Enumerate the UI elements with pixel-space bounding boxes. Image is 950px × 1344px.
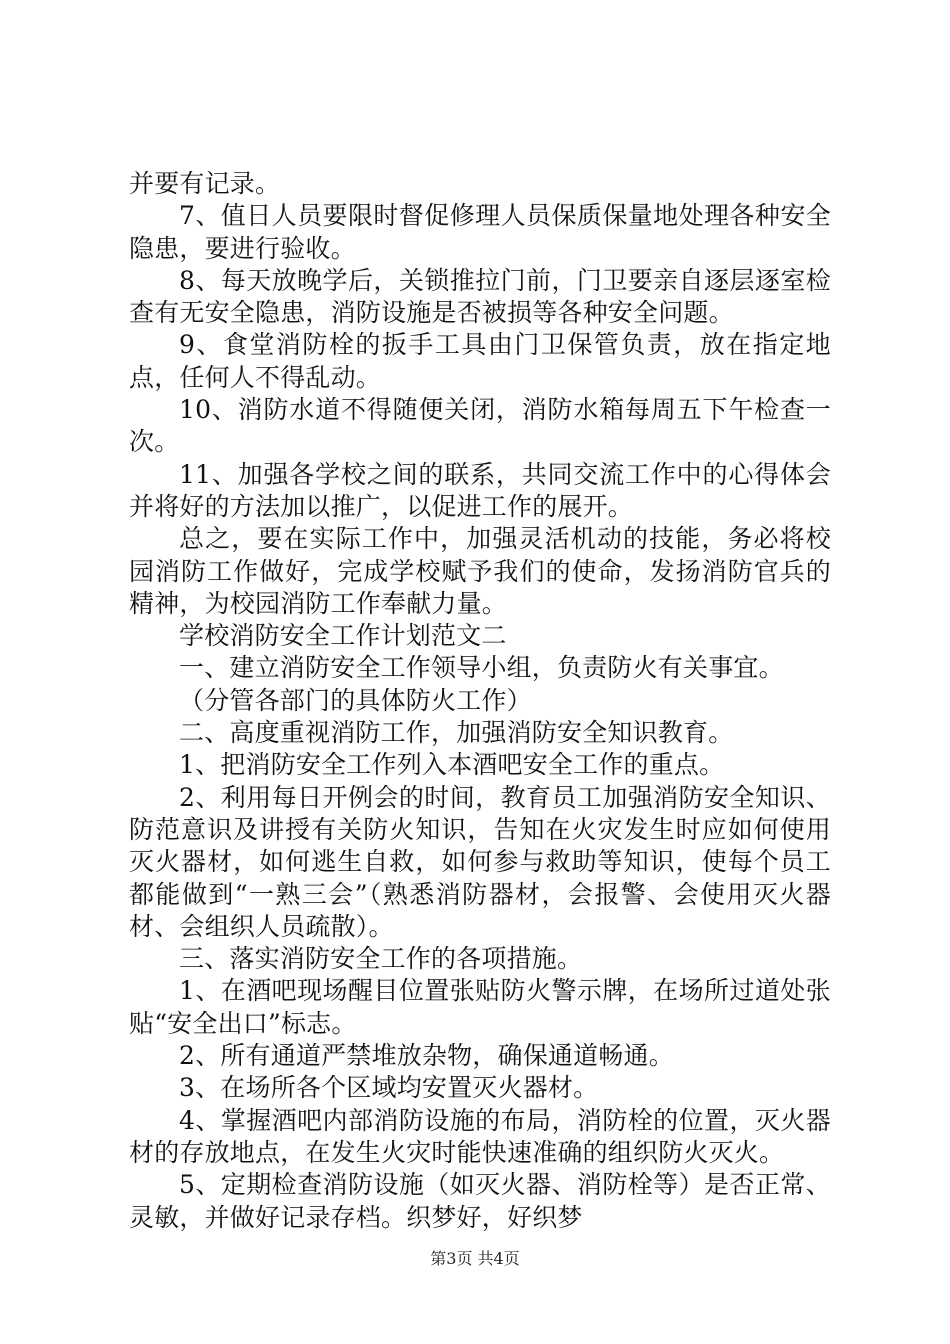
- paragraph-item-7: 7、值日人员要限时督促修理人员保质保量地处理各种安全隐患，要进行验收。: [129, 201, 831, 263]
- paragraph-section-1: 一、建立消防安全工作领导小组，负责防火有关事宜。: [179, 653, 784, 683]
- page-footer: 第3页 共4页: [430, 1249, 520, 1268]
- paragraph-section-3: 三、落实消防安全工作的各项措施。: [179, 944, 583, 974]
- paragraph-section-3-item-2: 2、所有通道严禁堆放杂物，确保通道畅通。: [179, 1041, 674, 1071]
- paragraph-section-3-item-5: 5、定期检查消防设施（如灭火器、消防栓等）是否正常、灵敏，并做好记录存档。织梦好，好织梦: [129, 1170, 831, 1232]
- paragraph-continuation: 并要有记录。: [129, 169, 281, 198]
- paragraph-section-3-item-3: 3、在场所各个区域均安置灭火器材。: [179, 1073, 599, 1103]
- paragraph-item-9: 9、食堂消防栓的扳手工具由门卫保管负责，放在指定地点，任何人不得乱动。: [129, 330, 831, 392]
- paragraph-section-2-item-1: 1、把消防安全工作列入本酒吧安全工作的重点。: [179, 750, 725, 780]
- paragraph-section-2-item-2: 2、利用每日开例会的时间，教育员工加强消防安全知识、防范意识及讲授有关防火知识，告知在火灾发生时应如何使用灭火器材，如何逃生自救，如何参与救助等知识，使每个员工都能做到“一熟三会”（熟悉消防器材，会报警、会使用灭火器材、会组织人员疏散）。: [129, 782, 831, 941]
- paragraph-section-3-item-1: 1、在酒吧现场醒目位置张贴防火警示牌，在场所过道处张贴“安全出口”标志。: [129, 976, 831, 1038]
- paragraph-item-10: 10、消防水道不得随便关闭，消防水箱每周五下午检查一次。: [129, 395, 831, 457]
- section-heading: 学校消防安全工作计划范文二: [179, 621, 507, 651]
- paragraph-item-11: 11、加强各学校之间的联系，共同交流工作中的心得体会并将好的方法加以推广，以促进工作的展开。: [129, 459, 831, 521]
- paragraph-section-2: 二、高度重视消防工作，加强消防安全知识教育。: [179, 718, 734, 748]
- document-body: [129, 168, 831, 1234]
- paragraph-note: （分管各部门的具体防火工作）: [179, 685, 532, 715]
- paragraph-item-8: 8、每天放晚学后，关锁推拉门前，门卫要亲自逐层逐室检查有无安全隐患，消防设施是否被损等各种安全问题。: [129, 265, 831, 328]
- paragraph-section-3-item-4: 4、掌握酒吧内部消防设施的布局，消防栓的位置，灭火器材的存放地点，在发生火灾时能快速准确的组织防火灭火。: [129, 1105, 831, 1167]
- paragraph-summary: 总之，要在实际工作中，加强灵活机动的技能，务必将校园消防工作做好，完成学校赋予我们的使命，发扬消防官兵的精神，为校园消防工作奉献力量。: [129, 524, 831, 618]
